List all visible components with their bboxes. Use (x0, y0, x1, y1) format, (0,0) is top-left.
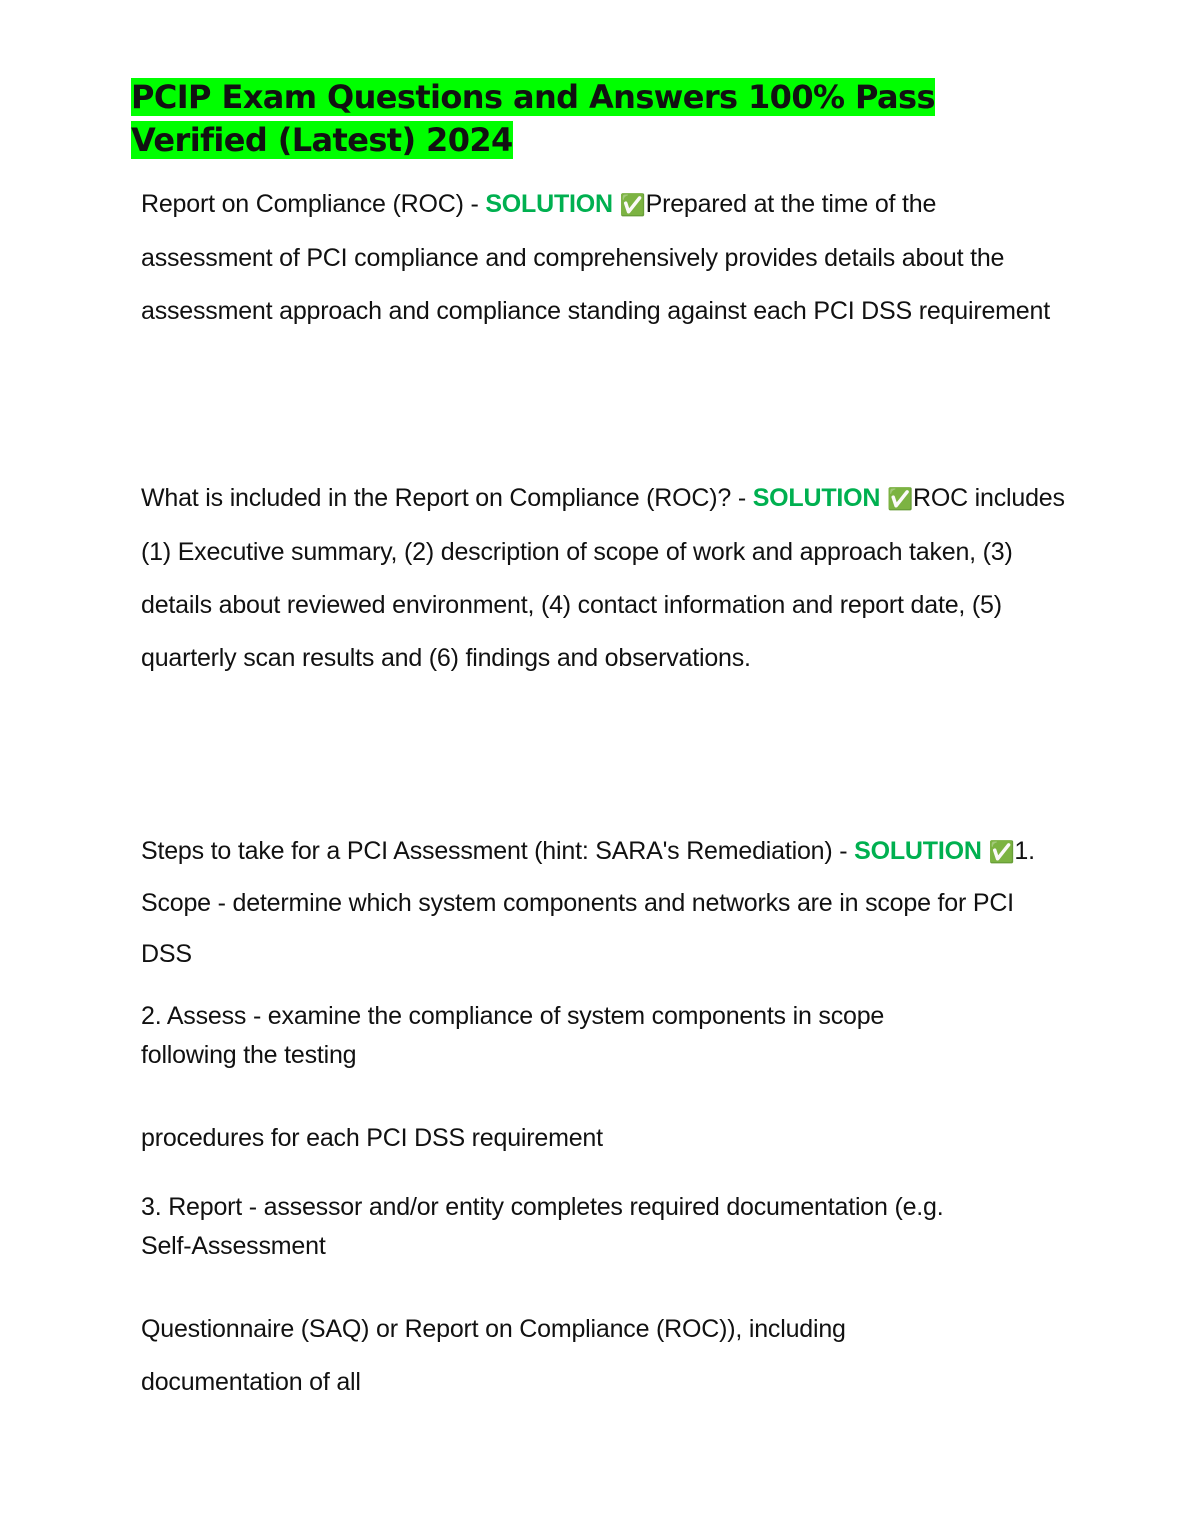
solution-label: SOLUTION (752, 484, 881, 512)
question-text: What is included in the Report on Compliance (ROC)? - (141, 484, 753, 512)
check-mark-icon: ✅ (619, 193, 646, 217)
qa-item-1 (141, 178, 1071, 338)
answer-text: ROC includes (1) Executive summary, (2) description of scope of work and approach taken, (3) details about reviewed environment, (4) contact information and report date, (5) quarterly scan results and (6) findings and observations. (141, 484, 1065, 672)
step-3-continuation: Questionnaire (SAQ) or Report on Compliance (ROC)), including documentation of all (141, 1315, 846, 1396)
question-text: Report on Compliance (ROC) - (141, 190, 486, 218)
solution-label: SOLUTION (485, 190, 613, 218)
qa-item-3 (141, 826, 1071, 980)
check-mark-icon: ✅ (887, 487, 913, 511)
document-title (131, 76, 1031, 162)
answer-text: 1. Scope - determine which system components and networks are in scope for PCI DSS (141, 837, 1035, 968)
document-title-text: PCIP Exam Questions and Answers 100% Pass Verified (Latest) 2024 (131, 78, 935, 159)
question-text: Steps to take for a PCI Assessment (hint: SARA's Remediation) - (141, 837, 855, 865)
qa-item-2 (141, 472, 1071, 685)
step-2-continuation: procedures for each PCI DSS requirement (141, 1124, 603, 1152)
step-2-paragraph: 2. Assess - examine the compliance of system components in scope following the testing (141, 1002, 885, 1069)
step-3-paragraph: 3. Report - assessor and/or entity completes required documentation (e.g. Self-Assessment (141, 1193, 944, 1260)
solution-label: SOLUTION (854, 837, 982, 865)
answer-text: Prepared at the time of the assessment of PCI compliance and comprehensively provides details about the assessment approach and compliance standing against each PCI DSS requirement (141, 190, 1050, 325)
check-mark-icon: ✅ (988, 840, 1015, 864)
